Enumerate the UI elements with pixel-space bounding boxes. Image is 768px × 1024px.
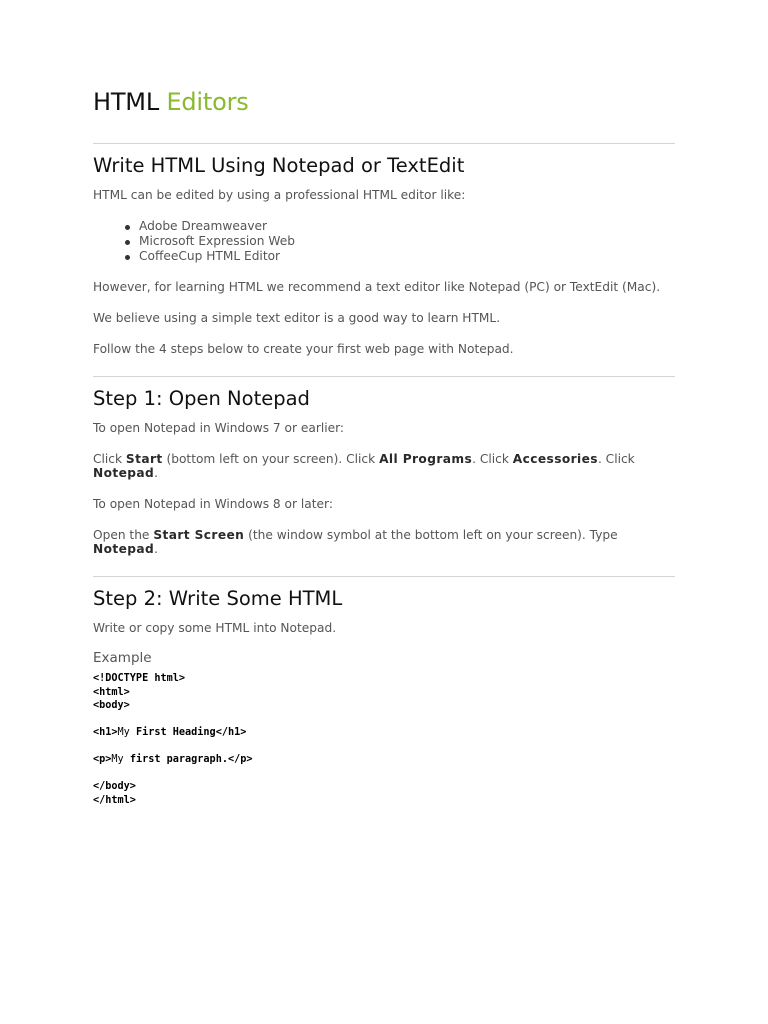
list-item: Adobe Dreamweaver	[93, 219, 675, 234]
win7-intro-text: To open Notepad in Windows 7 or earlier:	[93, 421, 345, 435]
code-line: </html>	[93, 794, 136, 806]
code-line: <body>	[93, 700, 130, 711]
editor-intro-text: HTML can be edited by using a professional HTML editor like:	[93, 188, 466, 202]
code-example	[93, 672, 675, 807]
section-heading-write-html: Write HTML Using Notepad or TextEdit	[93, 154, 465, 177]
code-line: <h1>My First Heading</h1>	[93, 727, 247, 738]
win8-instructions: Open the Start Screen (the window symbol at the bottom left on your screen). Type Notepad.	[93, 528, 618, 556]
bullet-icon	[125, 240, 130, 245]
win8-intro-text: To open Notepad in Windows 8 or later:	[93, 497, 333, 511]
editor-list	[93, 219, 675, 264]
win7-instructions: Click Start (bottom left on your screen). Click All Programs. Click Accessories. Click Notepad.	[93, 452, 635, 480]
list-item: Microsoft Expression Web	[93, 234, 675, 249]
bullet-icon	[125, 255, 130, 260]
recommendation-text: However, for learning HTML we recommend a text editor like Notepad (PC) or TextEdit (Mac).	[93, 280, 661, 294]
section-heading-step1: Step 1: Open Notepad	[93, 387, 310, 410]
page-title	[93, 86, 675, 118]
article-content	[93, 86, 675, 807]
section-heading-step2: Step 2: Write Some HTML	[93, 587, 343, 610]
code-line: <p>My first paragraph.</p>	[93, 754, 253, 765]
code-line: <!DOCTYPE html>	[93, 673, 186, 684]
belief-text: We believe using a simple text editor is a good way to learn HTML.	[93, 311, 501, 325]
code-line: </body>	[93, 781, 136, 792]
page-title-accent: Editors	[166, 88, 249, 116]
list-item: CoffeeCup HTML Editor	[93, 249, 675, 264]
example-label: Example	[93, 650, 152, 666]
bullet-icon	[125, 225, 130, 230]
follow-steps-text: Follow the 4 steps below to create your first web page with Notepad.	[93, 342, 514, 356]
page-title-main: HTML	[93, 88, 159, 116]
code-line: <html>	[93, 686, 130, 698]
write-html-intro-text: Write or copy some HTML into Notepad.	[93, 621, 337, 635]
